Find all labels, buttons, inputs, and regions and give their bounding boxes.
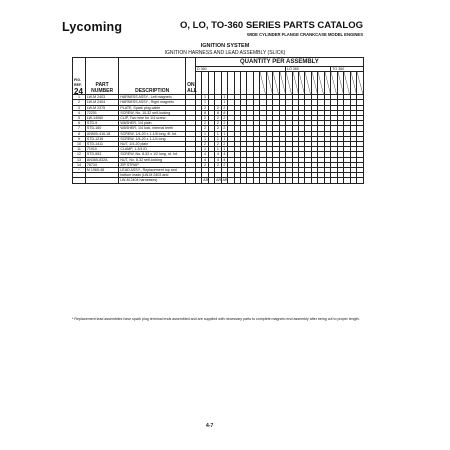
quantity-header: QUANTITY PER ASSEMBLY	[195, 58, 363, 67]
ref-cell: 4	[73, 110, 86, 115]
description-cell: NUT, No. 8-32 self-locking	[119, 157, 186, 162]
section-subtitle: IGNITION HARNESS AND LEAD ASSEMBLY (SLICK)	[164, 50, 286, 56]
description-cell: SCREW, 1/4-20 x 1-1/4 long	[119, 136, 186, 141]
diagonal-divider	[267, 72, 272, 94]
quantity-cell: 2	[215, 142, 221, 147]
description-cell: PLATE, Spark plug cable	[119, 105, 186, 110]
quantity-cell: 2	[202, 126, 208, 131]
diagonal-divider	[357, 72, 363, 94]
diagonal-divider	[338, 72, 343, 94]
quantity-cell: 2	[215, 126, 221, 131]
description-cell: WASHER, 1/4 plain	[119, 121, 186, 126]
quantity-cell: 2	[221, 105, 227, 110]
ref-cell: 6	[73, 121, 86, 126]
diagonal-divider	[280, 72, 285, 94]
ref-cell: 1	[73, 95, 86, 100]
all-label: ALL	[187, 87, 197, 94]
footnote: * Replacement lead assemblies have spark plug terminal ends assembled and are supplied with necessary parts to complete magneto end assembly after being cut to proper length.	[72, 317, 360, 321]
diagonal-divider	[260, 72, 265, 94]
catalog-subtitle: WIDE CYLINDER FLANGE CRANKCASE MODEL ENGINES	[246, 32, 363, 37]
ref-cell: 13	[73, 157, 86, 162]
diagonal-divider	[318, 72, 323, 94]
quantity-cell: 1	[221, 100, 227, 105]
diagonal-divider	[293, 72, 298, 94]
quantity-cell: 1	[221, 136, 227, 141]
diagonal-divider	[209, 72, 214, 94]
quantity-cell: 4	[215, 157, 221, 162]
quantity-cell: 2	[215, 162, 221, 167]
quantity-cell: 4	[202, 157, 208, 162]
quantity-cell: 1	[221, 131, 227, 136]
quantity-cell: 2	[202, 121, 208, 126]
quantity-cell: 4	[202, 152, 208, 157]
engine-code-column	[357, 72, 364, 95]
description-cell: SCREW, 1/4-20 x 1-1/8 long, fil. hd.	[119, 131, 186, 136]
ref-cell: 2	[73, 100, 86, 105]
fig-label: FIG.	[74, 77, 81, 82]
ref-cell: 3	[73, 105, 86, 110]
ref-cell: 9	[73, 136, 86, 141]
fig-ref-header	[73, 58, 86, 95]
diagonal-divider	[241, 72, 246, 94]
figure-number: 24	[74, 86, 83, 96]
model-o360: O 360	[195, 67, 285, 72]
quantity-cell: AR	[216, 178, 222, 183]
quantity-cell	[357, 178, 364, 183]
description-cell: HARNESS ASSY., Left magneto	[119, 95, 186, 100]
part-number-header	[85, 58, 118, 95]
quantity-cell: 1	[202, 95, 208, 100]
description-header: DESCRIPTION	[119, 58, 186, 95]
ref-cell: 7	[73, 126, 86, 131]
description-cell: CLIP, Two wire for 1/4 screw	[119, 116, 186, 121]
part-number-cell: 72251	[85, 110, 118, 115]
quantity-cell: 2	[221, 162, 227, 167]
ref-cell: *	[73, 168, 86, 173]
on-all-header	[186, 58, 196, 95]
table-row	[73, 178, 364, 183]
description-cell: CLAMP, 1-3/4 ID	[119, 147, 186, 152]
catalog-title: O, LO, TO-360 SERIES PARTS CATALOG	[180, 20, 363, 31]
quantity-cell: AR	[222, 178, 228, 183]
quantity-cell: 2	[221, 121, 227, 126]
part-number-cell: STD-553	[85, 152, 118, 157]
part-number-cell: LW-M 2403	[85, 95, 118, 100]
part-number-cell: M 1965-48	[85, 168, 118, 173]
on-label: ON	[187, 82, 195, 89]
quantity-cell: 2	[215, 116, 221, 121]
part-number-cell: AN365-832A	[85, 157, 118, 162]
ref-label: REF.	[74, 83, 82, 88]
part-number-cell	[85, 178, 118, 183]
part-number-cell: LW-M 2375	[85, 105, 118, 110]
quantity-cell: 2	[202, 105, 208, 110]
ref-cell	[73, 178, 86, 183]
quantity-cell: 2	[215, 121, 221, 126]
part-number-cell: 76734	[85, 162, 118, 167]
quantity-cell: 1	[202, 131, 208, 136]
diagonal-divider	[215, 72, 220, 94]
quantity-cell: 1	[202, 147, 208, 152]
diagonal-divider	[331, 72, 336, 94]
quantity-cell: 2	[202, 142, 208, 147]
quantity-cell: 1	[215, 136, 221, 141]
description-cell: NUT, 1/4-20 plain	[119, 142, 186, 147]
description-cell: LW-M 2404 harnesses)	[119, 178, 186, 183]
quantity-cell: 8	[221, 110, 227, 115]
description-cell: SCREW, No. 8-32 x 1/2 long, rd. hd.	[119, 152, 186, 157]
quantity-cell: 8	[202, 110, 208, 115]
ref-cell: 10	[73, 142, 86, 147]
part-number-cell: STD-160	[85, 126, 118, 131]
number-label: NUMBER	[91, 87, 114, 94]
quantity-cell: 4	[215, 152, 221, 157]
description-cell: bottom leads (LW-M 2403 and	[119, 173, 186, 178]
section-title: IGNITION SYSTEM	[200, 43, 250, 49]
diagonal-divider	[196, 72, 201, 94]
diagonal-divider	[286, 72, 291, 94]
diagonal-divider	[299, 72, 304, 94]
part-number-cell: STD-1411	[85, 142, 118, 147]
model-lo360: LO 360	[286, 67, 331, 72]
diagonal-divider	[312, 72, 317, 94]
quantity-cell: 1	[202, 100, 208, 105]
description-cell: HARNESS ASSY., Right magneto	[119, 100, 186, 105]
ref-cell: 12	[73, 152, 86, 157]
quantity-cell: 2	[221, 126, 227, 131]
diagonal-divider	[273, 72, 278, 94]
ref-cell: 14	[73, 162, 86, 167]
quantity-cell: 2	[215, 105, 221, 110]
quantity-cell: AR	[203, 178, 209, 183]
quantity-cell: 4	[221, 157, 227, 162]
diagonal-divider	[222, 72, 227, 94]
quantity-cell: 4	[221, 152, 227, 157]
model-to360: TO 360	[331, 67, 364, 72]
part-label: PART	[95, 82, 109, 89]
quantity-cell: 2	[202, 162, 208, 167]
quantity-cell: 1	[221, 95, 227, 100]
diagonal-divider	[254, 72, 259, 94]
quantity-cell: 8	[215, 110, 221, 115]
quantity-cell: 2	[221, 116, 227, 121]
part-number-cell: 71910	[85, 147, 118, 152]
ref-cell: 8	[73, 131, 86, 136]
page-number: 4-7	[206, 423, 214, 429]
quantity-cell: 1	[202, 136, 208, 141]
diagonal-divider	[325, 72, 330, 94]
ref-cell: 11	[73, 147, 86, 152]
diagonal-divider	[202, 72, 207, 94]
part-number-cell: LW-14060	[85, 116, 118, 121]
quantity-cell: 2	[202, 116, 208, 121]
description-cell: LEAD ASSY., Replacement top and	[119, 168, 186, 173]
diagonal-divider	[305, 72, 310, 94]
ref-cell: 5	[73, 116, 86, 121]
part-number-cell: AN500-416-18	[85, 131, 118, 136]
description-cell: WASHER, 1/4 lock, internal teeth	[119, 126, 186, 131]
description-cell: SCREW, No. 10-32 self-locking	[119, 110, 186, 115]
on-all-cell	[186, 178, 196, 183]
brand-logo-text: Lycoming	[62, 20, 123, 34]
quantity-cell: 1	[215, 147, 221, 152]
part-number-cell: LW-M 2404	[85, 100, 118, 105]
diagonal-divider	[344, 72, 349, 94]
diagonal-divider	[235, 72, 240, 94]
quantity-cell: 1	[221, 147, 227, 152]
description-cell: ZIP STRAP	[119, 162, 186, 167]
quantity-cell: 2	[221, 142, 227, 147]
diagonal-divider	[351, 72, 356, 94]
diagonal-divider	[228, 72, 233, 94]
parts-table	[72, 57, 364, 184]
part-number-cell: STD-9	[85, 121, 118, 126]
diagonal-divider	[247, 72, 252, 94]
quantity-cell: 1	[215, 131, 221, 136]
part-number-cell: STD-1216	[85, 136, 118, 141]
